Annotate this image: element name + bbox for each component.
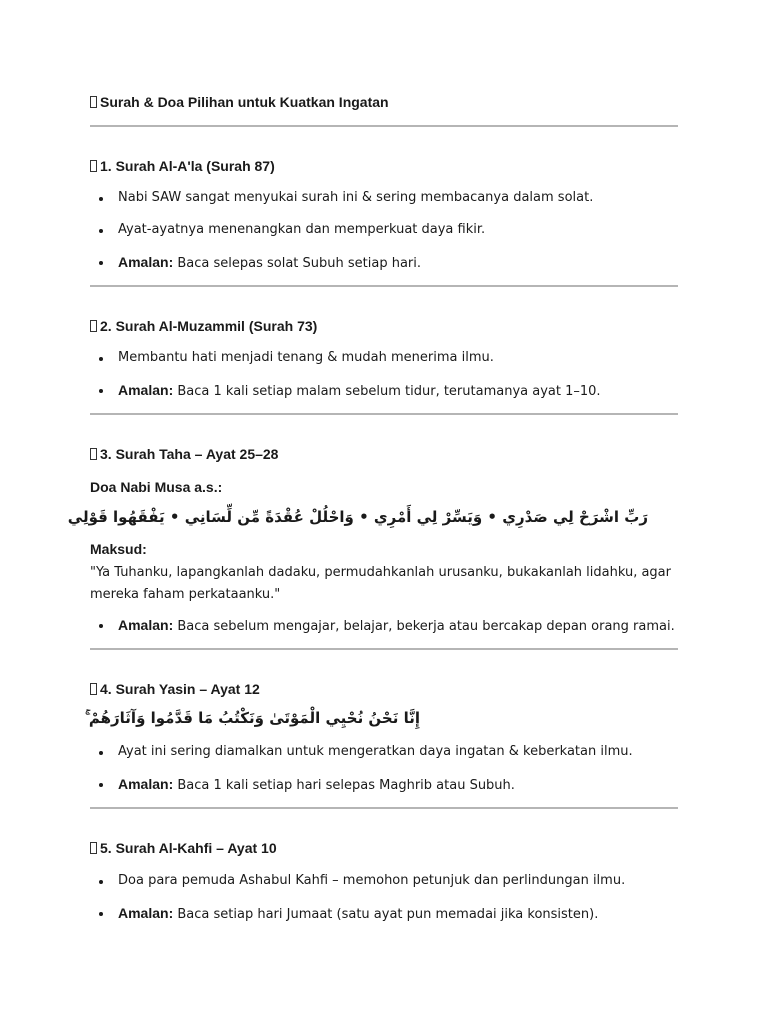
divider bbox=[90, 125, 678, 127]
amalan-label: Amalan: bbox=[118, 905, 174, 921]
list-item bbox=[118, 222, 485, 237]
document-title-text: Surah & Doa Pilihan untuk Kuatkan Ingatan bbox=[100, 94, 389, 110]
missing-glyph-icon bbox=[90, 96, 97, 108]
amalan-text: Baca 1 kali setiap hari selepas Maghrib atau Subuh. bbox=[173, 778, 515, 793]
section-heading-3 bbox=[90, 446, 278, 462]
missing-glyph-icon bbox=[90, 160, 97, 172]
missing-glyph-icon bbox=[90, 842, 97, 854]
list-item-text: Doa para pemuda Ashabul Kahfi – memohon petunjuk dan perlindungan ilmu. bbox=[118, 873, 626, 888]
list-item-amalan bbox=[118, 617, 675, 634]
list-item bbox=[118, 350, 494, 365]
missing-glyph-icon bbox=[90, 320, 97, 332]
amalan-text: Baca selepas solat Subuh setiap hari. bbox=[173, 256, 422, 271]
amalan-text: Baca sebelum mengajar, belajar, bekerja atau bercakap depan orang ramai. bbox=[173, 619, 675, 634]
list-item bbox=[118, 873, 625, 888]
document-title bbox=[90, 94, 389, 110]
doa-label: Doa Nabi Musa a.s.: bbox=[90, 479, 223, 495]
section-heading-2 bbox=[90, 318, 317, 334]
arabic-verse: رَبِّ اشْرَحْ لِي صَدْرِي • وَيَسِّرْ لِي أَمْرِي • وَاحْلُلْ عُقْدَةً مِّن لِّسَانِي • يَفْقَهُوا قَوْلِي bbox=[67, 508, 648, 526]
amalan-label: Amalan: bbox=[118, 776, 174, 792]
section-heading-1 bbox=[90, 158, 275, 174]
list-item-amalan bbox=[118, 382, 601, 399]
list-item-amalan bbox=[118, 254, 421, 271]
amalan-label: Amalan: bbox=[118, 254, 174, 270]
arabic-verse: إِنَّا نَحْنُ نُحْيِي الْمَوْتَىٰ وَنَكْتُبُ مَا قَدَّمُوا وَآثَارَهُمْ ۚ bbox=[85, 709, 420, 727]
maksud-label: Maksud: bbox=[90, 541, 147, 557]
section-heading-text: 1. Surah Al-A'la (Surah 87) bbox=[100, 158, 275, 174]
divider bbox=[90, 285, 678, 287]
divider bbox=[90, 413, 678, 415]
maksud-text bbox=[90, 562, 678, 606]
section-heading-text: 2. Surah Al-Muzammil (Surah 73) bbox=[100, 318, 318, 334]
section-heading-text: 4. Surah Yasin – Ayat 12 bbox=[100, 681, 260, 697]
list-item-text: Nabi SAW sangat menyukai surah ini & sering membacanya dalam solat. bbox=[118, 190, 594, 205]
list-item-amalan bbox=[118, 776, 515, 793]
list-item-text: Membantu hati menjadi tenang & mudah menerima ilmu. bbox=[118, 350, 494, 365]
amalan-text: Baca 1 kali setiap malam sebelum tidur, terutamanya ayat 1–10. bbox=[173, 384, 601, 399]
maksud-line: "Ya Tuhanku, lapangkanlah dadaku, permudahkanlah urusanku, bukakanlah lidahku, agar bbox=[90, 565, 671, 580]
section-heading-text: 3. Surah Taha – Ayat 25–28 bbox=[100, 446, 279, 462]
list-item-amalan bbox=[118, 905, 598, 922]
section-heading-4 bbox=[90, 681, 260, 697]
list-item-text: Ayat-ayatnya menenangkan dan memperkuat daya fikir. bbox=[118, 222, 486, 237]
list-item bbox=[118, 190, 593, 205]
section-heading-text: 5. Surah Al-Kahfi – Ayat 10 bbox=[100, 840, 277, 856]
maksud-line: mereka faham perkataanku." bbox=[90, 587, 281, 602]
amalan-label: Amalan: bbox=[118, 617, 174, 633]
divider bbox=[90, 648, 678, 650]
missing-glyph-icon bbox=[90, 448, 97, 460]
list-item-text: Ayat ini sering diamalkan untuk mengeratkan daya ingatan & keberkatan ilmu. bbox=[118, 744, 633, 759]
amalan-label: Amalan: bbox=[118, 382, 174, 398]
divider bbox=[90, 807, 678, 809]
list-item bbox=[118, 744, 633, 759]
section-heading-5 bbox=[90, 840, 277, 856]
amalan-text: Baca setiap hari Jumaat (satu ayat pun memadai jika konsisten). bbox=[173, 907, 599, 922]
missing-glyph-icon bbox=[90, 683, 97, 695]
